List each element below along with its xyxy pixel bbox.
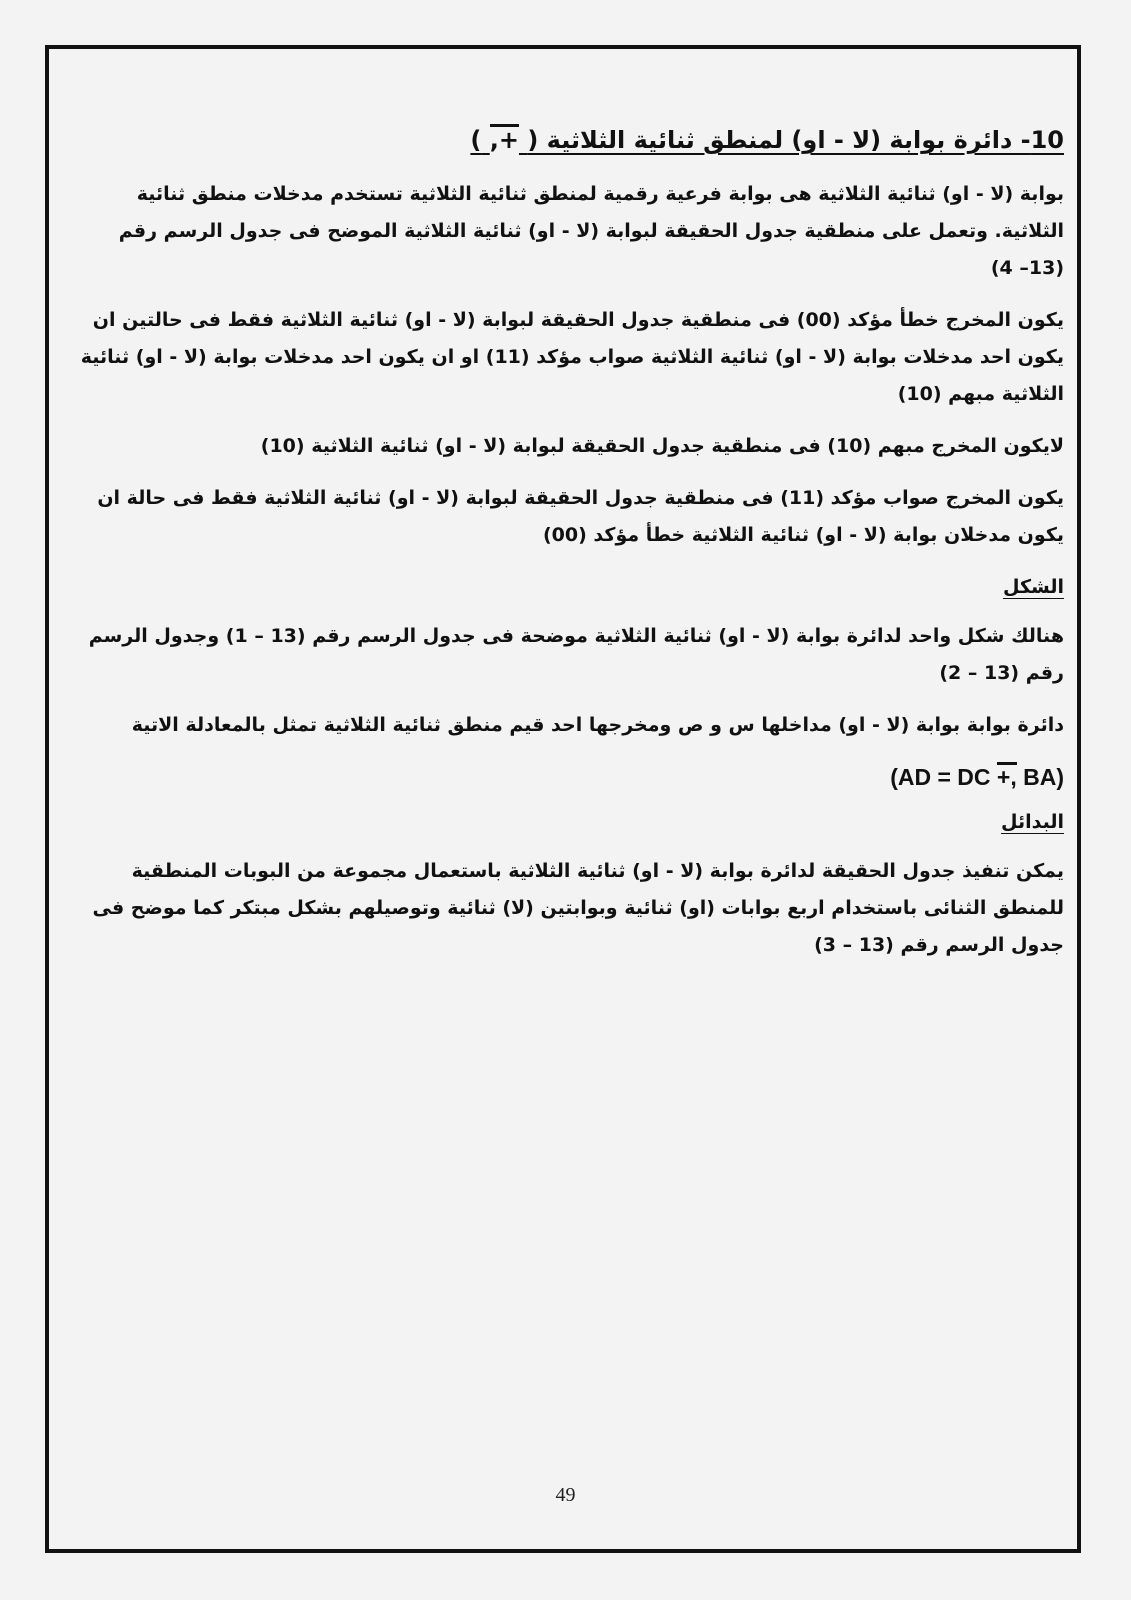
section-title bbox=[68, 120, 1064, 160]
title-close: ) bbox=[470, 126, 482, 154]
intro-paragraph: بوابة (لا - او) ثنائية الثلاثية هى بوابة فرعية رقمية لمنطق ثنائية الثلاثية تستخدم مدخلات منطق ثنائية الثلاثية. وتعمل على منطقية جدول الحقيقة لبوابة (لا - او) ثنائية الثلاثية الموضح فى جدول الرسم رقم (13– 4) bbox=[118, 183, 1064, 279]
false-output-paragraph: يكون المخرج خطأ مؤكد (00) فى منطقية جدول الحقيقة لبوابة (لا - او) ثنائية الثلاثية فقط فى حالتين ان يكون احد مدخلات بوابة (لا - او) ثنائية الثلاثية صواب مؤكد (11) او ان يكون احد مدخلات بوابة (لا - او) ثنائية الثلاثية مبهم (10) bbox=[80, 309, 1064, 405]
circuit-paragraph: دائرة بوابة بوابة (لا - او) مداخلها س و ص ومخرجها احد قيم منطق ثنائية الثلاثية تمثل بالمعادلة الاتية bbox=[131, 714, 1064, 736]
true-output-paragraph: يكون المخرج صواب مؤكد (11) فى منطقية جدول الحقيقة لبوابة (لا - او) ثنائية الثلاثية فقط فى حالة ان يكون مدخلان بوابة (لا - او) ثنائية الثلاثية خطأ مؤكد (00) bbox=[97, 487, 1064, 546]
page-content bbox=[68, 120, 1064, 979]
title-gate-symbol: +, bbox=[489, 126, 519, 154]
ambiguous-output-paragraph: لايكون المخرج مبهم (10) فى منطقية جدول الحقيقة لبوابة (لا - او) ثنائية الثلاثية (10) bbox=[260, 435, 1064, 457]
equation-gate-symbol: +, bbox=[996, 764, 1017, 790]
page-number: 49 bbox=[555, 1484, 576, 1506]
title-text: 10- دائرة بوابة (لا - او) لمنطق ثنائية الثلاثية ( bbox=[527, 126, 1064, 154]
shape-heading: الشكل bbox=[1003, 576, 1064, 598]
alternatives-heading: البدائل bbox=[1001, 811, 1064, 833]
alternatives-paragraph: يمكن تنفيذ جدول الحقيقة لدائرة بوابة (لا - او) ثنائية الثلاثية باستعمال مجموعة من البوبات المنطقية للمنطق الثنائى باستخدام اربع بوابات (او) ثنائية وبوابتين (لا) ثنائية وتوصيلهم بشكل مبتكر كما موضح فى جدول الرسم رقم (13 – 3) bbox=[92, 860, 1064, 956]
shape-paragraph: هنالك شكل واحد لدائرة بوابة (لا - او) ثنائية الثلاثية موضحة فى جدول الرسم رقم (13 – 1) وجدول الرسم رقم (13 – 2) bbox=[88, 625, 1064, 684]
equation-left: (AD = DC bbox=[890, 764, 997, 790]
equation-right: BA) bbox=[1016, 764, 1064, 790]
gate-equation bbox=[68, 759, 1064, 796]
